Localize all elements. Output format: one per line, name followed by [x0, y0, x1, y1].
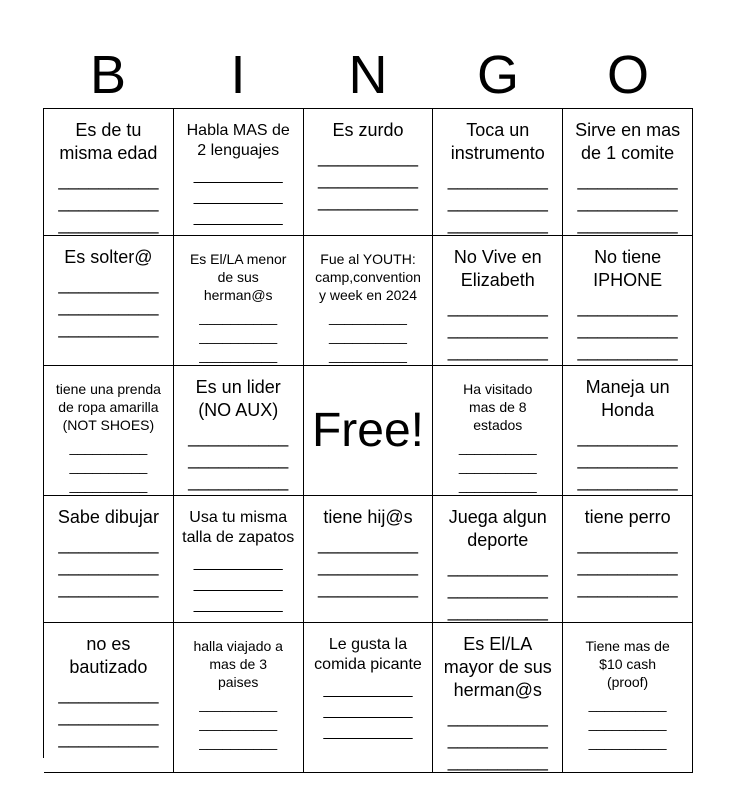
- signature-line[interactable]: __________: [447, 341, 548, 361]
- header-letter-n: N: [348, 45, 388, 105]
- signature-line[interactable]: __________: [447, 579, 548, 599]
- signature-line[interactable]: __________: [58, 728, 159, 748]
- signature-line[interactable]: __________: [58, 534, 159, 554]
- signature-lines: [199, 308, 277, 365]
- cell-prompt: Maneja un Honda: [585, 377, 670, 420]
- signature-line[interactable]: __________: [317, 556, 419, 576]
- signature-lines: [318, 533, 418, 599]
- signature-line[interactable]: __________: [447, 729, 548, 749]
- signature-line[interactable]: __________: [329, 309, 407, 325]
- signature-lines: [58, 273, 158, 339]
- cell-prompt: Es un lider (NO AUX): [195, 377, 281, 420]
- cell-prompt: tiene perro: [584, 507, 671, 527]
- signature-line[interactable]: __________: [577, 192, 678, 212]
- signature-line[interactable]: __________: [447, 557, 548, 577]
- signature-line[interactable]: __________: [458, 477, 537, 493]
- cell-prompt: Toca un instrumento: [450, 120, 545, 163]
- signature-line[interactable]: __________: [199, 696, 278, 712]
- signature-line[interactable]: __________: [577, 170, 678, 190]
- signature-line[interactable]: __________: [58, 706, 159, 726]
- signature-lines: [69, 438, 147, 495]
- signature-line[interactable]: __________: [193, 596, 283, 613]
- signature-line[interactable]: __________: [58, 684, 159, 704]
- bingo-cell[interactable]: [433, 623, 563, 773]
- signature-line[interactable]: __________: [58, 170, 159, 190]
- signature-line[interactable]: __________: [577, 341, 678, 361]
- cell-prompt: No Vive en Elizabeth: [453, 247, 542, 290]
- cell-prompt: Usa tu misma talla de zapatos: [182, 509, 295, 546]
- signature-lines: [194, 165, 283, 228]
- signature-line[interactable]: __________: [588, 696, 667, 712]
- signature-lines: [318, 146, 418, 212]
- bingo-header: [43, 40, 693, 110]
- signature-line[interactable]: __________: [69, 458, 148, 474]
- signature-line[interactable]: __________: [329, 347, 407, 363]
- signature-lines: [448, 556, 548, 622]
- bingo-cell[interactable]: [563, 366, 693, 496]
- bingo-cell[interactable]: [304, 109, 434, 236]
- bingo-cell[interactable]: [44, 623, 174, 773]
- signature-line[interactable]: __________: [199, 309, 278, 325]
- signature-line[interactable]: __________: [588, 715, 667, 731]
- bingo-cell[interactable]: [304, 623, 434, 773]
- signature-line[interactable]: __________: [193, 167, 283, 184]
- signature-line[interactable]: __________: [317, 147, 419, 167]
- cell-prompt: Sirve en mas de 1 comite: [575, 120, 681, 163]
- signature-line[interactable]: __________: [58, 578, 159, 598]
- signature-line[interactable]: __________: [323, 723, 413, 740]
- signature-lines: [578, 169, 678, 235]
- signature-line[interactable]: __________: [458, 458, 537, 474]
- signature-line[interactable]: __________: [577, 556, 678, 576]
- cell-prompt: No tiene IPHONE: [593, 247, 663, 290]
- signature-lines: [589, 695, 667, 752]
- signature-lines: [199, 695, 277, 752]
- signature-line[interactable]: __________: [58, 274, 159, 294]
- free-space-cell[interactable]: [304, 366, 434, 496]
- bingo-cell[interactable]: [174, 496, 304, 623]
- signature-line[interactable]: __________: [577, 319, 678, 339]
- bingo-cell[interactable]: [174, 236, 304, 366]
- signature-line[interactable]: __________: [323, 681, 413, 698]
- signature-line[interactable]: __________: [199, 734, 278, 750]
- signature-line[interactable]: __________: [199, 347, 278, 363]
- signature-lines: [459, 438, 537, 495]
- signature-line[interactable]: __________: [577, 578, 678, 598]
- cell-prompt: Habla MAS de 2 lenguajes: [186, 122, 290, 159]
- cell-prompt: Juega algun deporte: [448, 507, 547, 550]
- bingo-cell[interactable]: [304, 496, 434, 623]
- bingo-cell[interactable]: [174, 109, 304, 236]
- header-letter-b: B: [89, 45, 127, 105]
- signature-line[interactable]: __________: [577, 427, 678, 447]
- bingo-cell[interactable]: [563, 109, 693, 236]
- cell-prompt: Sabe dibujar: [57, 507, 159, 527]
- bingo-cell[interactable]: [433, 109, 563, 236]
- signature-line[interactable]: __________: [188, 471, 289, 491]
- signature-line[interactable]: __________: [447, 170, 548, 190]
- bingo-cell[interactable]: [304, 236, 434, 366]
- signature-line[interactable]: __________: [317, 169, 419, 189]
- cell-prompt: tiene hij@s: [323, 507, 413, 527]
- bingo-cell[interactable]: [433, 366, 563, 496]
- cell-prompt: Es El/LA mayor de sus herman@s: [443, 634, 552, 700]
- signature-lines: [578, 533, 678, 599]
- cell-prompt: Tiene mas de $10 cash (proof): [585, 638, 670, 690]
- header-letter-g: G: [476, 45, 519, 105]
- signature-line[interactable]: __________: [577, 214, 678, 234]
- signature-line[interactable]: __________: [193, 575, 283, 592]
- bingo-cell[interactable]: [563, 236, 693, 366]
- bingo-cell[interactable]: [433, 236, 563, 366]
- signature-line[interactable]: __________: [199, 328, 278, 344]
- signature-lines: [448, 296, 548, 362]
- cell-prompt: Es zurdo: [332, 120, 404, 140]
- signature-line[interactable]: __________: [317, 191, 419, 211]
- signature-line[interactable]: __________: [58, 214, 159, 234]
- cell-prompt: halla viajado a mas de 3 paises: [193, 638, 283, 690]
- signature-lines: [188, 426, 288, 492]
- cell-prompt: Es de tu misma edad: [59, 120, 158, 163]
- signature-line[interactable]: __________: [447, 601, 548, 621]
- signature-lines: [194, 552, 283, 615]
- bingo-cell[interactable]: [44, 109, 174, 236]
- signature-line[interactable]: __________: [577, 297, 678, 317]
- signature-line[interactable]: __________: [317, 578, 419, 598]
- signature-line[interactable]: __________: [458, 439, 537, 455]
- signature-lines: [578, 296, 678, 362]
- cell-prompt: no es bautizado: [69, 634, 148, 677]
- signature-line[interactable]: __________: [329, 328, 407, 344]
- cell-prompt: Es El/LA menor de sus herman@s: [189, 251, 287, 303]
- signature-line[interactable]: __________: [58, 192, 159, 212]
- signature-line[interactable]: __________: [447, 297, 548, 317]
- signature-line[interactable]: __________: [58, 296, 159, 316]
- signature-line[interactable]: __________: [447, 707, 548, 727]
- signature-line[interactable]: __________: [447, 214, 548, 234]
- signature-line[interactable]: __________: [588, 734, 667, 750]
- bingo-cell[interactable]: [563, 496, 693, 623]
- signature-line[interactable]: __________: [58, 556, 159, 576]
- bingo-card-grid: [43, 108, 693, 771]
- bingo-cell[interactable]: [44, 366, 174, 496]
- signature-lines: [329, 308, 407, 365]
- signature-line[interactable]: __________: [577, 471, 678, 491]
- cell-prompt: Ha visitado mas de 8 estados: [463, 381, 533, 433]
- signature-line[interactable]: __________: [577, 534, 678, 554]
- signature-line[interactable]: __________: [317, 534, 419, 554]
- signature-lines: [58, 169, 158, 235]
- bingo-cell[interactable]: [174, 623, 304, 773]
- signature-lines: [448, 706, 548, 772]
- cell-prompt: Fue al YOUTH: camp,convention y week en 2024: [315, 251, 421, 303]
- signature-line[interactable]: __________: [188, 449, 289, 469]
- signature-lines: [58, 533, 158, 599]
- signature-line[interactable]: __________: [193, 554, 283, 571]
- header-letter-o: O: [606, 45, 649, 105]
- signature-line[interactable]: __________: [577, 449, 678, 469]
- cell-prompt: Le gusta la comida picante: [314, 636, 422, 673]
- free-space-label: Free!: [311, 403, 424, 457]
- signature-lines: [324, 679, 413, 742]
- signature-line[interactable]: __________: [447, 192, 548, 212]
- bingo-cell[interactable]: [44, 496, 174, 623]
- bingo-cell[interactable]: [563, 623, 693, 773]
- bingo-cell[interactable]: [433, 496, 563, 623]
- signature-lines: [58, 683, 158, 749]
- signature-lines: [448, 169, 548, 235]
- header-letter-i: I: [230, 45, 246, 105]
- signature-line[interactable]: __________: [69, 477, 148, 493]
- signature-line[interactable]: __________: [323, 702, 413, 719]
- signature-line[interactable]: __________: [199, 715, 278, 731]
- signature-line[interactable]: __________: [447, 319, 548, 339]
- cell-prompt: tiene una prenda de ropa amarilla (NOT SHOES): [55, 381, 161, 433]
- signature-line[interactable]: __________: [193, 209, 283, 226]
- cell-prompt: Es solter@: [64, 247, 153, 267]
- signature-line[interactable]: __________: [193, 188, 283, 205]
- signature-line[interactable]: __________: [58, 318, 159, 338]
- signature-line[interactable]: __________: [447, 751, 548, 771]
- signature-lines: [578, 426, 678, 492]
- bingo-cell[interactable]: [174, 366, 304, 496]
- signature-line[interactable]: __________: [188, 427, 289, 447]
- bingo-cell[interactable]: [44, 236, 174, 366]
- signature-line[interactable]: __________: [69, 439, 148, 455]
